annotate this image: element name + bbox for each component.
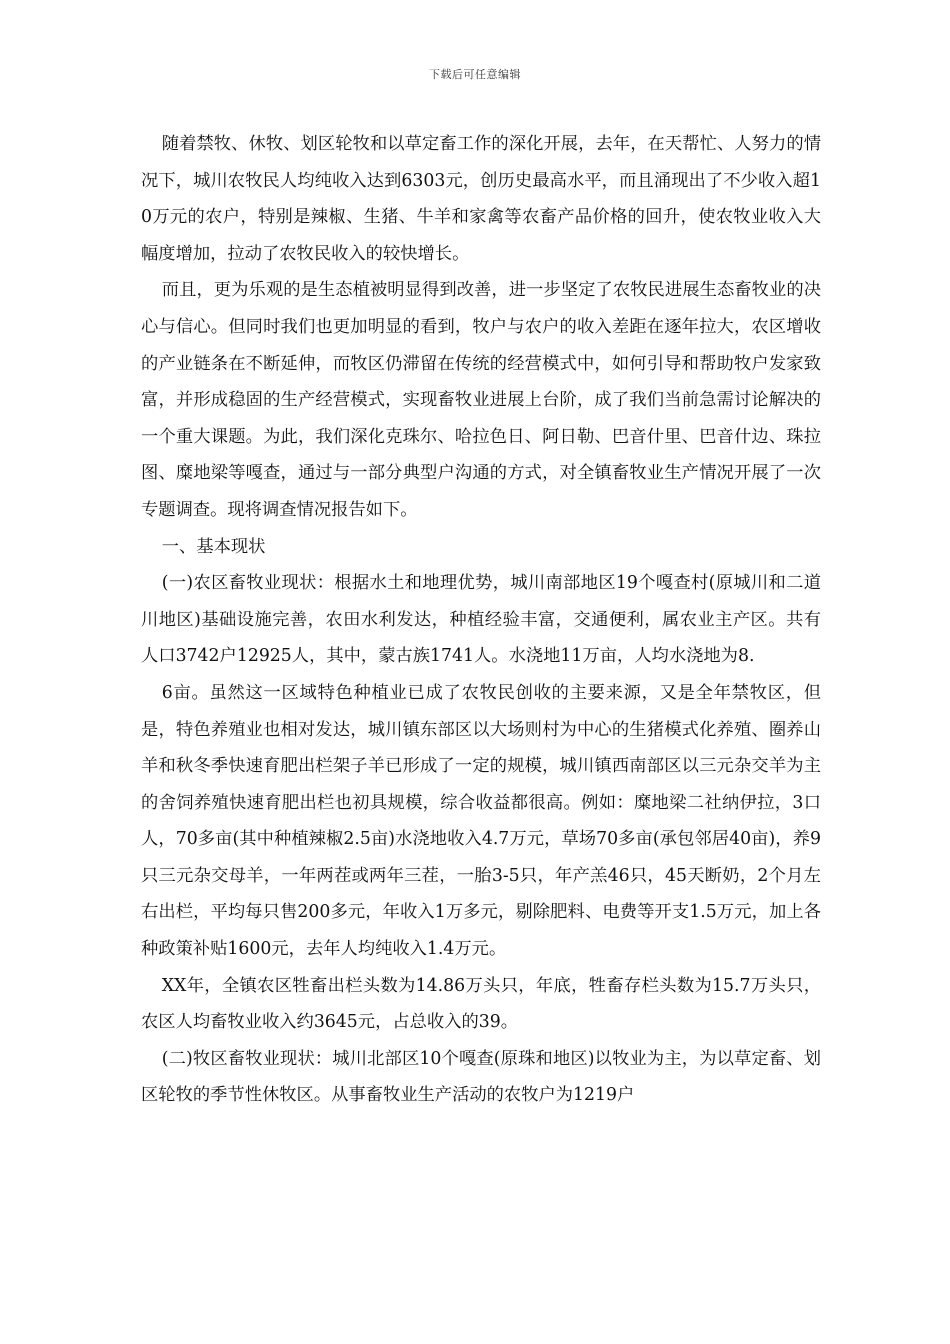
paragraph-intro: 随着禁牧、休牧、划区轮牧和以草定畜工作的深化开展，去年，在天帮忙、人努力的情况下，城川农牧民人均纯收入达到6303元，创历史最高水平，而且涌现出了不少收入超10万元的农户，特别是辣椒、生猪、牛羊和家禽等农畜产品价格的回升，使农牧业收入大幅度增加，拉动了农牧民收入的较快增长。	[141, 134, 821, 264]
paragraph-livestock-statistics: XX年，全镇农区牲畜出栏头数为14.86万头只，年底，牲畜存栏头数为15.7万头只，农区人均畜牧业收入约3645元，占总收入的39。	[141, 975, 821, 1033]
document-body	[141, 126, 821, 1114]
section-heading-basic-status: 一、基本现状	[161, 536, 266, 557]
paragraph-farming-area-status: (一)农区畜牧业现状：根据水土和地理优势，城川南部地区19个嘎查村(原城川和二道川地区)基础设施完善，农田水利发达，种植经验丰富，交通便利，属农业主产区。共有人口3742户12925人，其中，蒙古族1741人。水浇地11万亩，人均水浇地为8.	[141, 573, 821, 667]
page-header: 下载后可任意编辑	[429, 68, 521, 81]
paragraph-background: 而且，更为乐观的是生态植被明显得到改善，进一步坚定了农牧民进展生态畜牧业的决心与信心。但同时我们也更加明显的看到，牧户与农户的收入差距在逐年拉大，农区增收的产业链条在不断延伸，而牧区仍滞留在传统的经营模式中，如何引导和帮助牧户发家致富，并形成稳固的生产经营模式，实现畜牧业进展上台阶，成了我们当前急需讨论解决的一个重大课题。为此，我们深化克珠尔、哈拉色日、阿日勒、巴音什里、巴音什边、珠拉图、糜地梁等嘎查，通过与一部分典型户沟通的方式，对全镇畜牧业生产情况开展了一次专题调查。现将调查情况报告如下。	[141, 280, 821, 520]
paragraph-pastoral-area-status: (二)牧区畜牧业现状：城川北部区10个嘎查(原珠和地区)以牧业为主，为以草定畜、划区轮牧的季节性休牧区。从事畜牧业生产活动的农牧户为1219户	[141, 1048, 821, 1106]
paragraph-farming-area-detail: 6亩。虽然这一区域特色种植业已成了农牧民创收的主要来源，又是全年禁牧区，但是，特色养殖业也相对发达，城川镇东部区以大场则村为中心的生猪模式化养殖、圈养山羊和秋冬季快速育肥出栏架子羊已形成了一定的规模，城川镇西南部区以三元杂交羊为主的舍饲养殖快速育肥出栏也初具规模，综合收益都很高。例如：糜地梁二社纳伊拉，3口人，70多亩(其中种植辣椒2.5亩)水浇地收入4.7万元，草场70多亩(承包邻居40亩)，养9只三元杂交母羊，一年两茬或两年三茬，一胎3-5只，年产羔46只，45天断奶，2个月左右出栏，平均每只售200多元，年收入1万多元，剔除肥料、电费等开支1.5万元，加上各种政策补贴1600元，去年人均纯收入1.4万元。	[141, 682, 821, 960]
